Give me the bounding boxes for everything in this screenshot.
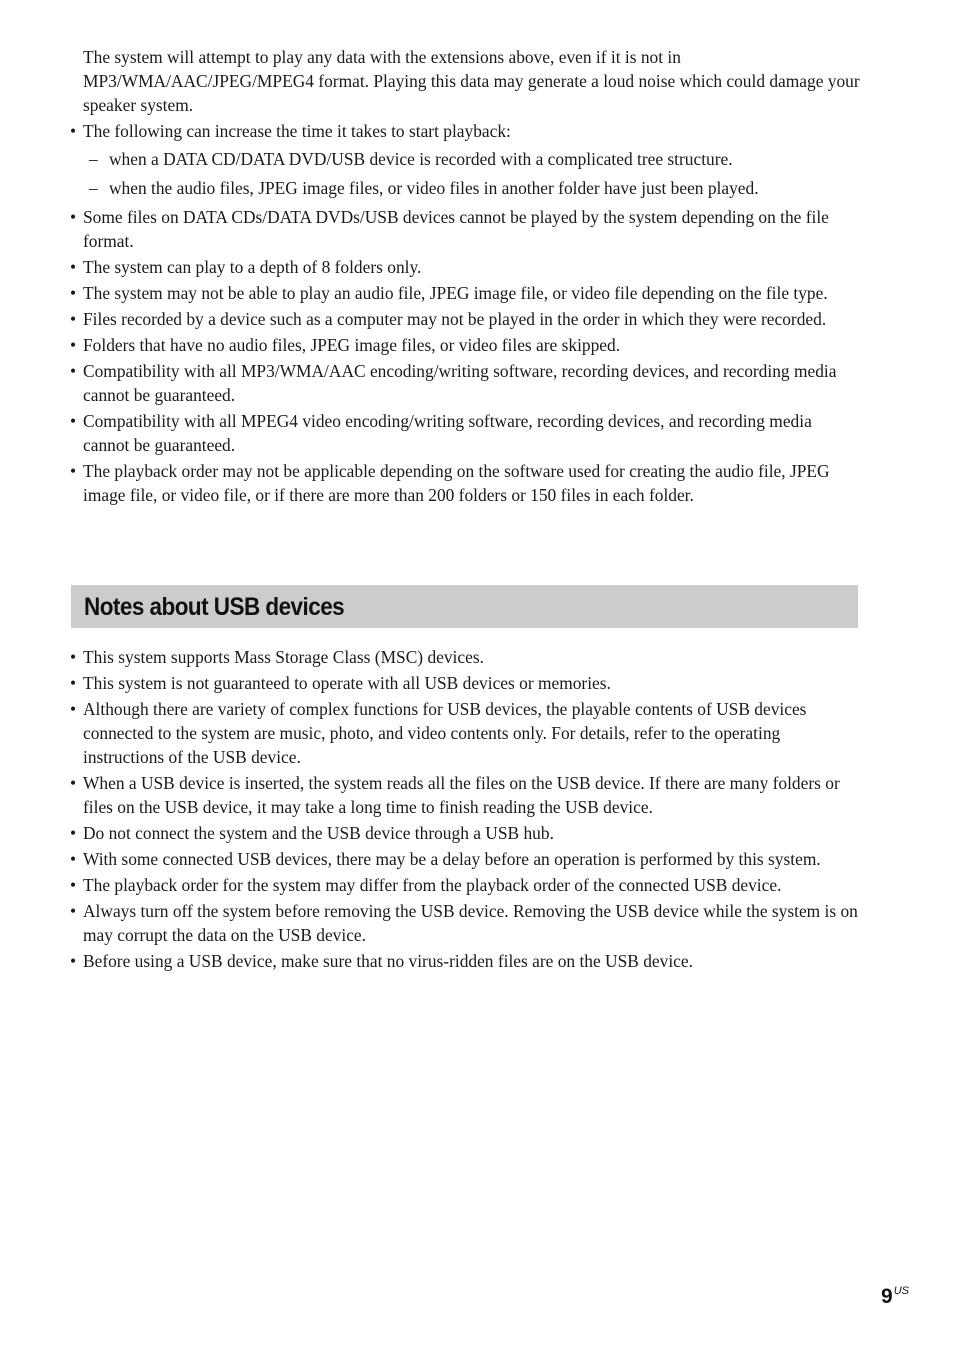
sub-list-item-text: when the audio files, JPEG image files, or video files in another folder have just been played. [109,178,759,198]
bullet-icon: • [70,309,77,329]
list-item [70,821,860,845]
bullet-icon: • [70,461,77,481]
bullet-icon: • [70,121,77,141]
section-header [71,585,858,628]
list-item [70,281,860,305]
bullet-icon: • [70,647,77,667]
bullet-icon: • [70,951,77,971]
list-item [70,359,860,407]
bullet-icon: • [70,901,77,921]
list-item-text: Always turn off the system before removing the USB device. Removing the USB device while the system is on may corrupt the data on the USB device. [83,901,858,945]
bullet-icon: • [70,823,77,843]
bullet-icon: • [70,335,77,355]
list-item [70,409,860,457]
list-item [70,119,860,200]
section-title: Notes about USB devices [84,593,345,621]
list-item-text: The system may not be able to play an audio file, JPEG image file, or video file depending on the file type. [83,283,828,303]
bullet-icon: • [70,283,77,303]
list-item [70,307,860,331]
bullet-icon: • [70,875,77,895]
list-item-text: Folders that have no audio files, JPEG image files, or video files are skipped. [83,335,621,355]
list-item-text: With some connected USB devices, there may be a delay before an operation is performed by this system. [83,849,821,869]
list-item-text: Files recorded by a device such as a computer may not be played in the order in which they were recorded. [83,309,827,329]
list-item [70,949,860,973]
sub-list-item [83,176,860,200]
page-number-suffix: US [893,1285,909,1297]
list-item [70,873,860,897]
bullet-icon: • [70,673,77,693]
usb-notes-list [70,645,860,975]
bullet-icon: • [70,257,77,277]
list-item-text: The playback order may not be applicable depending on the software used for creating the audio file, JPEG image file, or video file, or if there are more than 200 folders or 150 files in each folder. [83,461,830,505]
sub-list-item-text: when a DATA CD/DATA DVD/USB device is recorded with a complicated tree structure. [109,149,733,169]
sub-list-item [83,147,860,171]
list-item [70,671,860,695]
playback-notes-list [70,119,860,509]
dash-icon: – [89,178,98,198]
page-number-value: 9 [881,1285,893,1308]
bullet-icon: • [70,773,77,793]
list-item-text: Some files on DATA CDs/DATA DVDs/USB devices cannot be played by the system depending on the file format. [83,207,829,251]
bullet-icon: • [70,207,77,227]
list-item-text: The playback order for the system may differ from the playback order of the connected USB device. [83,875,782,895]
list-item-text: This system is not guaranteed to operate with all USB devices or memories. [83,673,611,693]
bullet-icon: • [70,849,77,869]
list-item-text: When a USB device is inserted, the system reads all the files on the USB device. If there are many folders or files on the USB device, it may take a long time to finish reading the USB device. [83,773,840,817]
list-item-text: The following can increase the time it takes to start playback: [83,121,511,141]
bullet-icon: • [70,361,77,381]
list-item [70,645,860,669]
list-item [70,771,860,819]
page-number [881,1285,909,1309]
list-item-text: Do not connect the system and the USB device through a USB hub. [83,823,554,843]
bullet-icon: • [70,411,77,431]
list-item-text: Before using a USB device, make sure that no virus-ridden files are on the USB device. [83,951,693,971]
list-item-text: Compatibility with all MPEG4 video encoding/writing software, recording devices, and recording media cannot be guaranteed. [83,411,812,455]
dash-icon: – [89,149,98,169]
list-item [70,697,860,769]
list-item [70,459,860,507]
list-item-text: This system supports Mass Storage Class (MSC) devices. [83,647,484,667]
list-item [70,205,860,253]
list-item [70,255,860,279]
list-item-text: Although there are variety of complex functions for USB devices, the playable contents of USB devices connected to the system are music, photo, and video contents only. For details, refer to the operating instructions of the USB device. [83,699,807,767]
sub-list [83,147,860,200]
list-item-text: Compatibility with all MP3/WMA/AAC encoding/writing software, recording devices, and recording media cannot be guaranteed. [83,361,837,405]
bullet-icon: • [70,699,77,719]
list-item [70,899,860,947]
list-item [70,847,860,871]
intro-paragraph: The system will attempt to play any data with the extensions above, even if it is not in MP3/WMA/AAC/JPEG/MPEG4 format. Playing this data may generate a loud noise which could damage your speaker system. [83,47,860,115]
list-item-text: The system can play to a depth of 8 folders only. [83,257,422,277]
list-item [70,333,860,357]
